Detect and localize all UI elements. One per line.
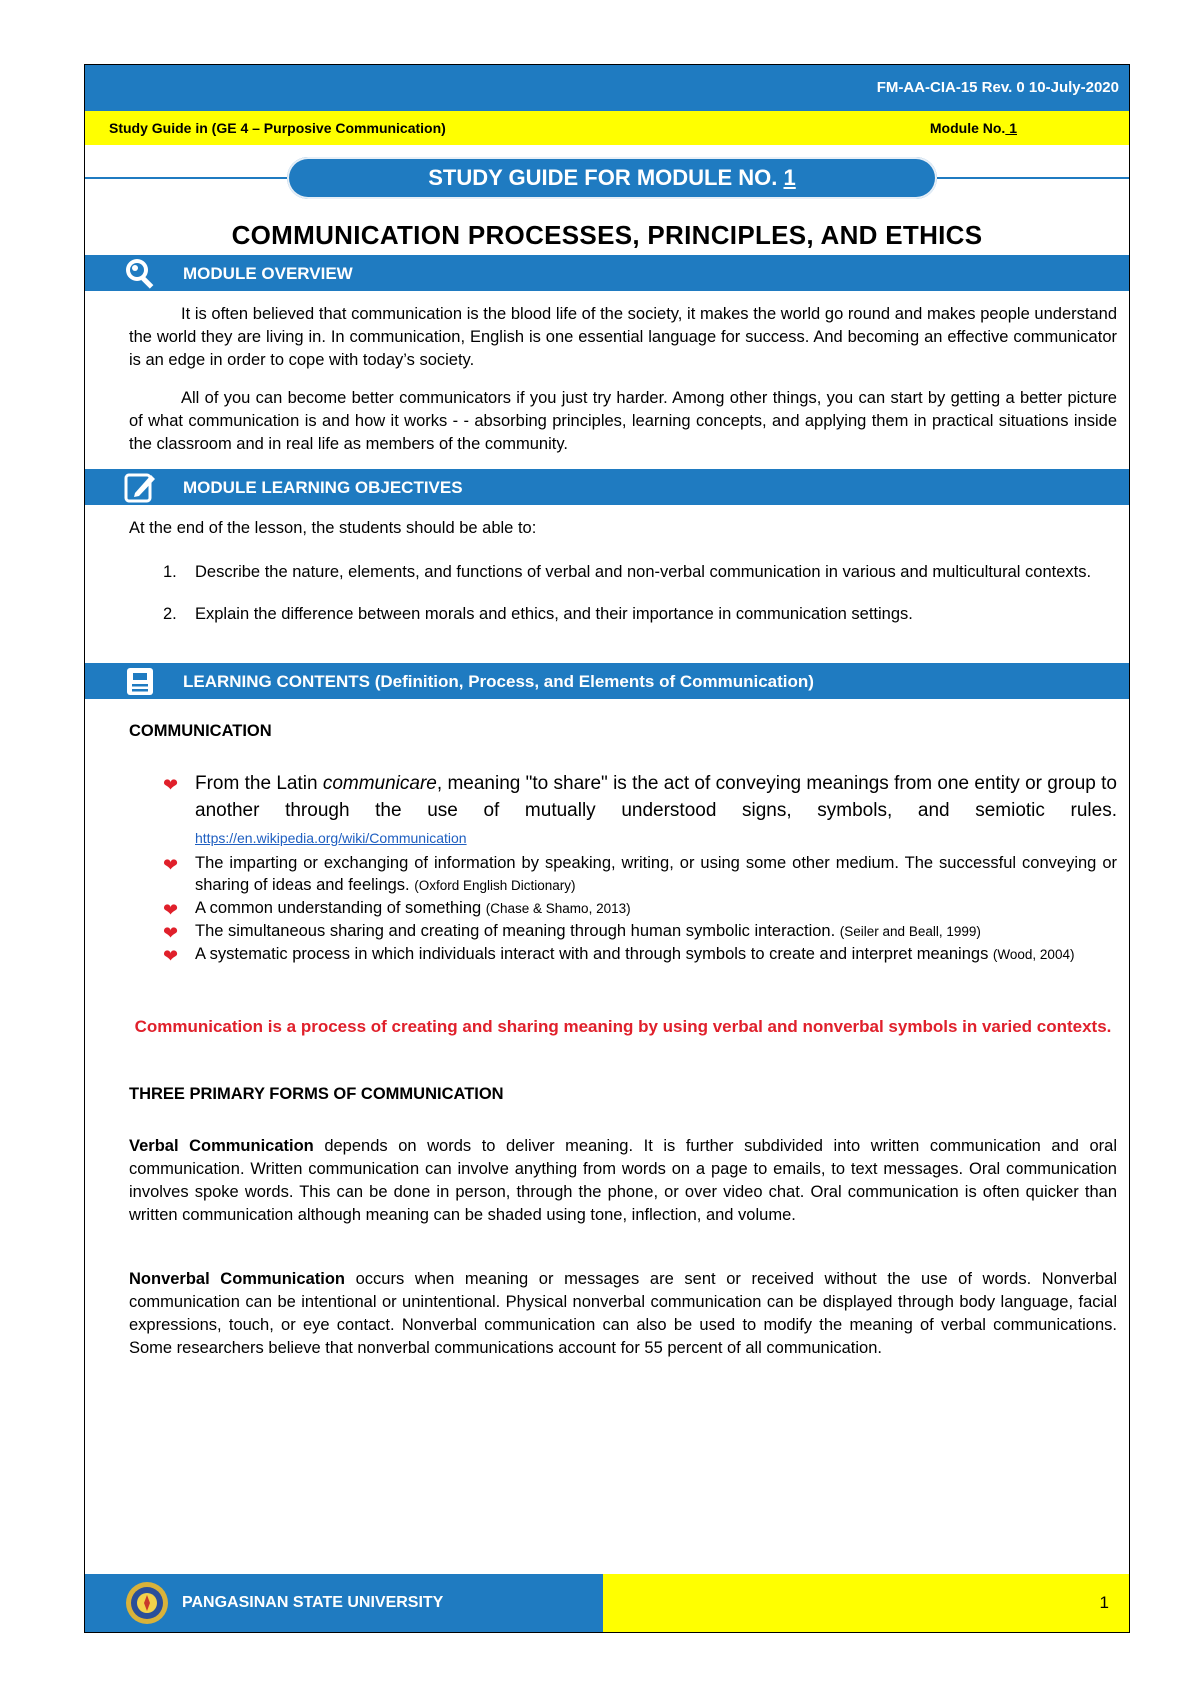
communication-definition: Communication is a process of creating and sharing meaning by using verbal and nonverbal symbols in varied contexts. xyxy=(134,1017,1112,1036)
heart-bullet-icon: ❤ xyxy=(163,900,179,920)
section-heading: LEARNING CONTENTS (Definition, Process, and Elements of Communication) xyxy=(183,672,814,691)
edit-note-icon xyxy=(121,469,159,505)
list-item: ❤ The simultaneous sharing and creating of meaning through human symbolic interaction. (Seiler and Beall, 1999) xyxy=(163,922,981,943)
page-title: COMMUNICATION PROCESSES, PRINCIPLES, AND ETHICS xyxy=(231,220,983,250)
objectives-list xyxy=(129,561,1117,645)
list-item: ❤ From the Latin communicare, meaning "to share" is the act of conveying meanings from one entity or group to another through the use of mutually understood signs, symbols, and semiotic rules. https://en.wikipedia.org/wiki/Communication xyxy=(163,773,1118,846)
wikipedia-link[interactable]: https://en.wikipedia.org/wiki/Communication xyxy=(195,830,467,846)
list-item: 1. Describe the nature, elements, and functions of verbal and non-verbal communication in various and multicultural contexts. xyxy=(163,563,1092,581)
heart-bullet-icon: ❤ xyxy=(163,923,179,943)
list-item: ❤ The imparting or exchanging of information by speaking, writing, or using some other medium. The successful conveying or sharing of ideas and feelings. (Oxford English Dictionary) xyxy=(163,854,1117,894)
objectives-intro: At the end of the lesson, the students should be able to: xyxy=(129,519,537,537)
overview-paragraph-2: All of you can become better communicators if you just try harder. Among other things, you can start by getting a better picture of what communication is and how it works - - absorbing principles, learning concepts, and applying them in practical situations inside the classroom and in real life as members of the community. xyxy=(129,389,1117,453)
overview-paragraph-1: It is often believed that communication is the blood life of the society, it makes the world go round and makes people understand the world they are living in. In communication, English is one essential language for success. And becoming an effective communicator is an edge in order to cope with today’s society. xyxy=(129,305,1117,369)
form-code: FM-AA-CIA-15 Rev. 0 10-July-2020 xyxy=(876,79,1119,96)
university-seal-icon xyxy=(125,1581,169,1625)
document-icon xyxy=(121,663,159,699)
banner-module-number: 1 xyxy=(783,165,796,190)
verbal-communication-paragraph: Verbal Communication depends on words to deliver meaning. It is further subdivided into written communication and oral communication. Written communication can involve anything from words on a page to emails, to text messages. Oral communication involves spoke words. This can be done in person, through the phone, or over video chat. Oral communication is often quicker than written communication although meaning can be shaded using tone, inflection, and volume. xyxy=(129,1137,1117,1224)
title-rule-right xyxy=(937,177,1129,179)
nonverbal-communication-paragraph: Nonverbal Communication occurs when meaning or messages are sent or received without the use of words. Nonverbal communication can be intentional or unintentional. Physical nonverbal communication can be displayed through body language, facial expressions, touch, or eye contact. Nonverbal communication can also be used to modify the meaning of verbal communications. Some researchers believe that nonverbal communications account for 55 percent of all communication. xyxy=(129,1270,1117,1357)
list-item: 2. Explain the difference between morals and ethics, and their importance in communication settings. xyxy=(163,605,913,623)
footer-page-bar xyxy=(603,1574,1129,1632)
top-header-bar xyxy=(85,65,1129,111)
list-item: ❤ A systematic process in which individuals interact with and through symbols to create and interpret meanings (Wood, 2004) xyxy=(163,945,1075,966)
section-heading: MODULE OVERVIEW xyxy=(183,264,353,283)
footer-university-bar xyxy=(85,1574,603,1632)
university-name: PANGASINAN STATE UNIVERSITY xyxy=(182,1594,444,1611)
list-item: ❤ A common understanding of something (Chase & Shamo, 2013) xyxy=(163,899,631,920)
study-guide-label: Study Guide in (GE 4 – Purposive Communication) xyxy=(109,120,446,136)
forms-heading: THREE PRIMARY FORMS OF COMMUNICATION xyxy=(129,1085,504,1103)
verbal-term: Verbal Communication xyxy=(129,1137,314,1155)
page-number: 1 xyxy=(1099,1593,1109,1612)
nonverbal-term: Nonverbal Communication xyxy=(129,1270,345,1288)
heart-bullet-icon: ❤ xyxy=(163,855,179,875)
learning-contents-bar xyxy=(85,663,1129,699)
study-guide-banner: STUDY GUIDE FOR MODULE NO. 1 xyxy=(287,157,937,199)
title-rule-left xyxy=(85,177,287,179)
heart-bullet-icon: ❤ xyxy=(163,775,179,795)
learning-objectives-bar xyxy=(85,469,1129,505)
section-heading: MODULE LEARNING OBJECTIVES xyxy=(183,478,463,497)
heart-bullet-icon: ❤ xyxy=(163,946,179,966)
study-guide-page xyxy=(84,64,1130,1633)
study-guide-bar xyxy=(85,111,1129,145)
module-overview-bar xyxy=(85,255,1129,291)
module-number-label: Module No. 1 xyxy=(929,120,1017,136)
communication-heading: COMMUNICATION xyxy=(129,722,272,740)
magnifier-icon xyxy=(121,255,159,291)
definitions-list xyxy=(129,770,1117,966)
module-number: 1 xyxy=(1005,120,1017,136)
